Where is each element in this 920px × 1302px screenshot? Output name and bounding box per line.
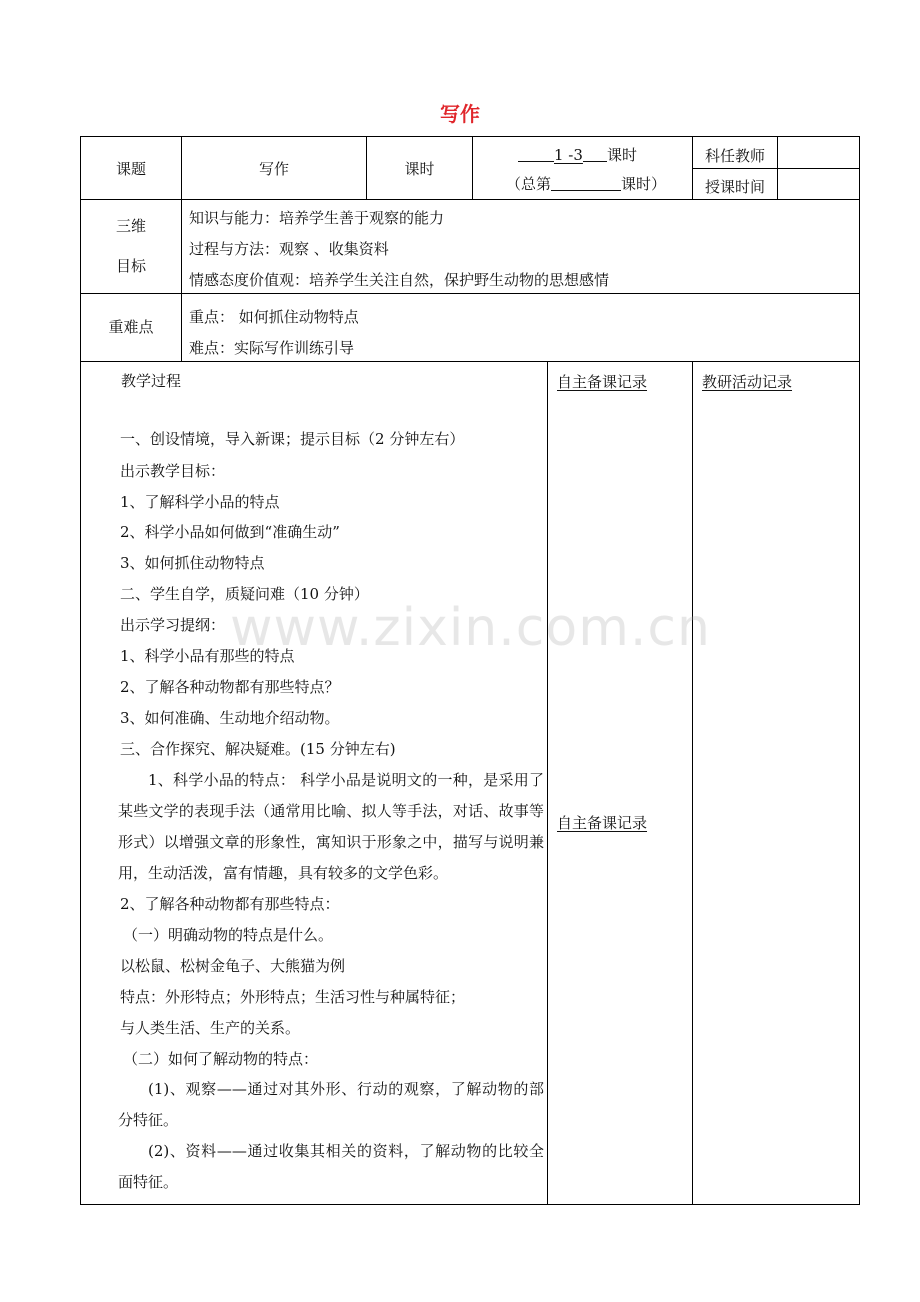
process-heading: 教学过程 [121, 372, 182, 390]
research-record-label: 教研活动记录 [702, 373, 793, 391]
objective-attitude: 情感态度价值观：培养学生关注自然，保护野生动物的思想感情 [189, 271, 610, 289]
process-line: 出示教学目标： [120, 462, 226, 480]
process-line: 1、科学小品有那些的特点 [120, 647, 295, 665]
process-line: 三、合作探究、解决疑难。(15 分钟左右) [120, 740, 396, 758]
process-line: 3、如何准确、生动地介绍动物。 [120, 709, 340, 727]
process-line: 1、了解科学小品的特点 [120, 493, 280, 511]
period-range: 1 -3 [554, 146, 583, 164]
process-line: 出示学习提纲： [120, 616, 226, 634]
period-count [518, 145, 637, 165]
process-line: 2、科学小品如何做到“准确生动” [120, 523, 340, 541]
objectives-label-1: 三维 [115, 217, 146, 235]
document-title: 写作 [440, 102, 480, 126]
watermark: www.zixin.com.cn [230, 598, 711, 658]
self-prep-record-label: 自主备课记录 [557, 373, 648, 391]
process-line: （一）明确动物的特点是什么。 [123, 926, 334, 944]
teacher-label: 科任教师 [704, 147, 765, 165]
process-line: 一、创设情境，导入新课；提示目标（2 分钟左右） [120, 430, 465, 448]
process-line: 二、学生自学，质疑问难（10 分钟） [120, 585, 369, 603]
class-time-label: 授课时间 [704, 178, 765, 196]
total-period: （总第 课时） [506, 175, 667, 193]
objective-process: 过程与方法：观察 、收集资料 [189, 240, 389, 258]
period-unit: 课时 [606, 146, 637, 164]
process-line: 与人类生活、生产的关系。 [120, 1019, 301, 1037]
objective-knowledge: 知识与能力：培养学生善于观察的能力 [189, 209, 445, 227]
key-point: 重点： 如何抓住动物特点 [189, 308, 359, 326]
materials-paragraph: (2)、资料——通过收集其相关的资料，了解动物的比较全面特征。 [118, 1142, 544, 1191]
process-line: 以松鼠、松树金龟子、大熊猫为例 [120, 957, 346, 975]
process-line: 2、了解各种动物都有那些特点？ [120, 678, 340, 696]
objectives-label-2: 目标 [115, 257, 146, 275]
period-label: 课时 [404, 160, 435, 178]
key-points-label: 重难点 [108, 318, 154, 336]
self-prep-record-label-2: 自主备课记录 [557, 814, 648, 832]
difficult-point: 难点：实际写作训练引导 [189, 339, 355, 357]
observation-paragraph: (1)、观察——通过对其外形、行动的观察，了解动物的部分特征。 [118, 1080, 544, 1129]
science-essay-paragraph: 1、科学小品的特点： 科学小品是说明文的一种，是采用了某些文学的表现手法（通常用比喻、拟人等手法，对话、故事等形式）以增强文章的形象性，寓知识于形象之中，描写与说明兼用，生动活泼，富有情趣，具有较多的文学色彩。 [118, 771, 544, 882]
process-line: 2、了解各种动物都有那些特点： [120, 895, 340, 913]
process-line: 3、如何抓住动物特点 [120, 554, 265, 572]
topic-label: 课题 [115, 160, 146, 178]
process-line: 特点：外形特点；外形特点；生活习性与种属特征； [120, 988, 466, 1006]
process-line: （二）如何了解动物的特点： [123, 1050, 319, 1068]
topic-value: 写作 [258, 160, 289, 178]
